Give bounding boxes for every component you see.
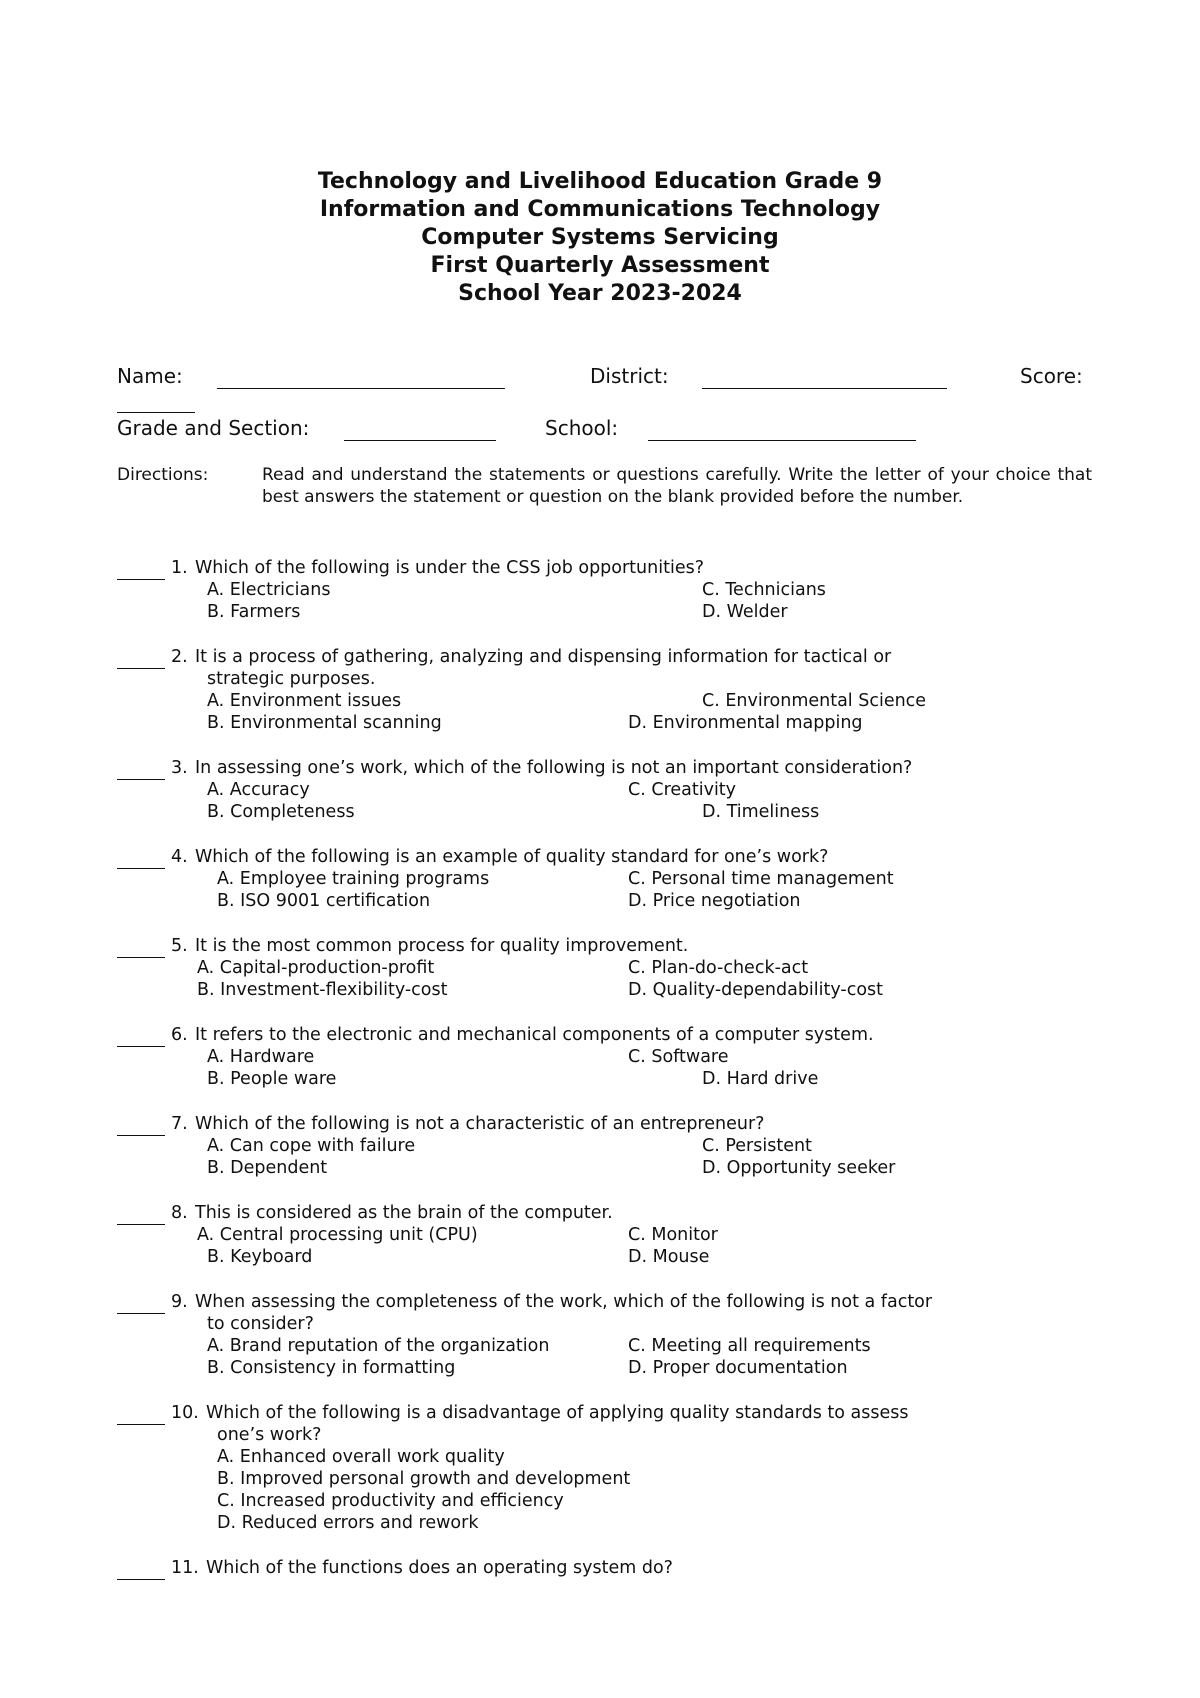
option-d: D. Proper documentation: [628, 1358, 848, 1378]
option-b: B. Consistency in formatting: [207, 1358, 456, 1378]
question-number: 3.: [171, 758, 188, 778]
score-blank[interactable]: [117, 412, 195, 413]
question-stem: It refers to the electronic and mechanical components of a computer system.: [195, 1025, 874, 1045]
option-c: C. Environmental Science: [702, 691, 927, 711]
answer-blank-2[interactable]: [117, 668, 165, 669]
question-stem: Which of the following is not a characteristic of an entrepreneur?: [195, 1114, 765, 1134]
directions-text: Read and understand the statements or questions carefully. Write the letter of your choice that best answers the statement or question on the blank provided before the number.: [262, 465, 1092, 507]
option-c: C. Plan-do-check-act: [628, 958, 809, 978]
option-a: A. Brand reputation of the organization: [207, 1336, 550, 1356]
option-c: C. Meeting all requirements: [628, 1336, 871, 1356]
school-blank[interactable]: [648, 440, 916, 441]
header-line-3: Computer Systems Servicing: [421, 225, 779, 250]
option-b: B. Environmental scanning: [207, 713, 442, 733]
question-stem: It is the most common process for quality improvement.: [195, 936, 689, 956]
option-a: A. Central processing unit (CPU): [197, 1225, 478, 1245]
option-d: D. Timeliness: [702, 802, 820, 822]
option-d: D. Environmental mapping: [628, 713, 863, 733]
question-stem-continued: strategic purposes.: [207, 669, 376, 689]
option-c: C. Software: [628, 1047, 729, 1067]
question-stem: When assessing the completeness of the work, which of the following is not a factor: [195, 1292, 933, 1312]
option-d: D. Mouse: [628, 1247, 710, 1267]
option-b: B. Dependent: [207, 1158, 328, 1178]
answer-blank-1[interactable]: [117, 579, 165, 580]
option-c: C. Persistent: [702, 1136, 812, 1156]
question-stem-continued: to consider?: [207, 1314, 314, 1334]
directions-label: Directions:: [117, 465, 209, 485]
question-stem: Which of the following is an example of quality standard for one’s work?: [195, 847, 829, 867]
grade-section-blank[interactable]: [344, 440, 496, 441]
question-number: 1.: [171, 558, 188, 578]
option-d: D. Quality-dependability-cost: [628, 980, 884, 1000]
option-a: A. Enhanced overall work quality: [217, 1447, 505, 1467]
question-stem: In assessing one’s work, which of the following is not an important consideration?: [195, 758, 913, 778]
name-label: Name:: [117, 364, 183, 388]
option-a: A. Environment issues: [207, 691, 402, 711]
answer-blank-3[interactable]: [117, 779, 165, 780]
option-a: A. Can cope with failure: [207, 1136, 416, 1156]
option-b: B. People ware: [207, 1069, 337, 1089]
answer-blank-10[interactable]: [117, 1424, 165, 1425]
option-c: C. Creativity: [628, 780, 737, 800]
question-number: 10.: [171, 1403, 199, 1423]
question-number: 8.: [171, 1203, 188, 1223]
district-blank[interactable]: [702, 388, 947, 389]
question-stem: Which of the following is a disadvantage of applying quality standards to assess: [206, 1403, 909, 1423]
header-line-5: School Year 2023-2024: [458, 281, 742, 306]
question-stem: It is a process of gathering, analyzing and dispensing information for tactical or: [195, 647, 892, 667]
option-a: A. Capital-production-profit: [197, 958, 435, 978]
option-b: B. ISO 9001 certification: [217, 891, 431, 911]
option-c: C. Technicians: [702, 580, 826, 600]
exam-header: [0, 168, 1200, 308]
option-b: B. Completeness: [207, 802, 355, 822]
option-b: B. Improved personal growth and development: [217, 1469, 631, 1489]
answer-blank-7[interactable]: [117, 1135, 165, 1136]
option-d: D. Hard drive: [702, 1069, 819, 1089]
grade-section-label: Grade and Section:: [117, 416, 310, 440]
answer-blank-8[interactable]: [117, 1224, 165, 1225]
option-c: C. Increased productivity and efficiency: [217, 1491, 564, 1511]
answer-blank-4[interactable]: [117, 868, 165, 869]
option-b: B. Farmers: [207, 602, 301, 622]
answer-blank-9[interactable]: [117, 1313, 165, 1314]
option-d: D. Welder: [702, 602, 788, 622]
answer-blank-6[interactable]: [117, 1046, 165, 1047]
option-a: A. Hardware: [207, 1047, 315, 1067]
district-label: District:: [590, 364, 669, 388]
option-d: D. Price negotiation: [628, 891, 801, 911]
question-stem: Which of the following is under the CSS job opportunities?: [195, 558, 704, 578]
option-b: B. Keyboard: [207, 1247, 313, 1267]
option-d: D. Reduced errors and rework: [217, 1513, 479, 1533]
question-stem: This is considered as the brain of the computer.: [195, 1203, 613, 1223]
name-blank[interactable]: [217, 388, 505, 389]
question-stem-continued: one’s work?: [217, 1425, 322, 1445]
option-a: A. Employee training programs: [217, 869, 490, 889]
option-b: B. Investment-flexibility-cost: [197, 980, 448, 1000]
question-number: 9.: [171, 1292, 188, 1312]
school-label: School:: [545, 416, 619, 440]
header-line-4: First Quarterly Assessment: [430, 253, 770, 278]
question-stem: Which of the functions does an operating system do?: [206, 1558, 673, 1578]
question-number: 5.: [171, 936, 188, 956]
question-number: 11.: [171, 1558, 199, 1578]
option-c: C. Personal time management: [628, 869, 894, 889]
answer-blank-5[interactable]: [117, 957, 165, 958]
score-label: Score:: [1020, 364, 1083, 388]
question-number: 7.: [171, 1114, 188, 1134]
question-number: 2.: [171, 647, 188, 667]
header-line-2: Information and Communications Technology: [319, 197, 881, 222]
option-a: A. Accuracy: [207, 780, 310, 800]
question-number: 6.: [171, 1025, 188, 1045]
option-d: D. Opportunity seeker: [702, 1158, 896, 1178]
option-c: C. Monitor: [628, 1225, 718, 1245]
question-number: 4.: [171, 847, 188, 867]
header-line-1: Technology and Livelihood Education Grade 9: [317, 169, 883, 194]
option-a: A. Electricians: [207, 580, 331, 600]
answer-blank-11[interactable]: [117, 1579, 165, 1580]
